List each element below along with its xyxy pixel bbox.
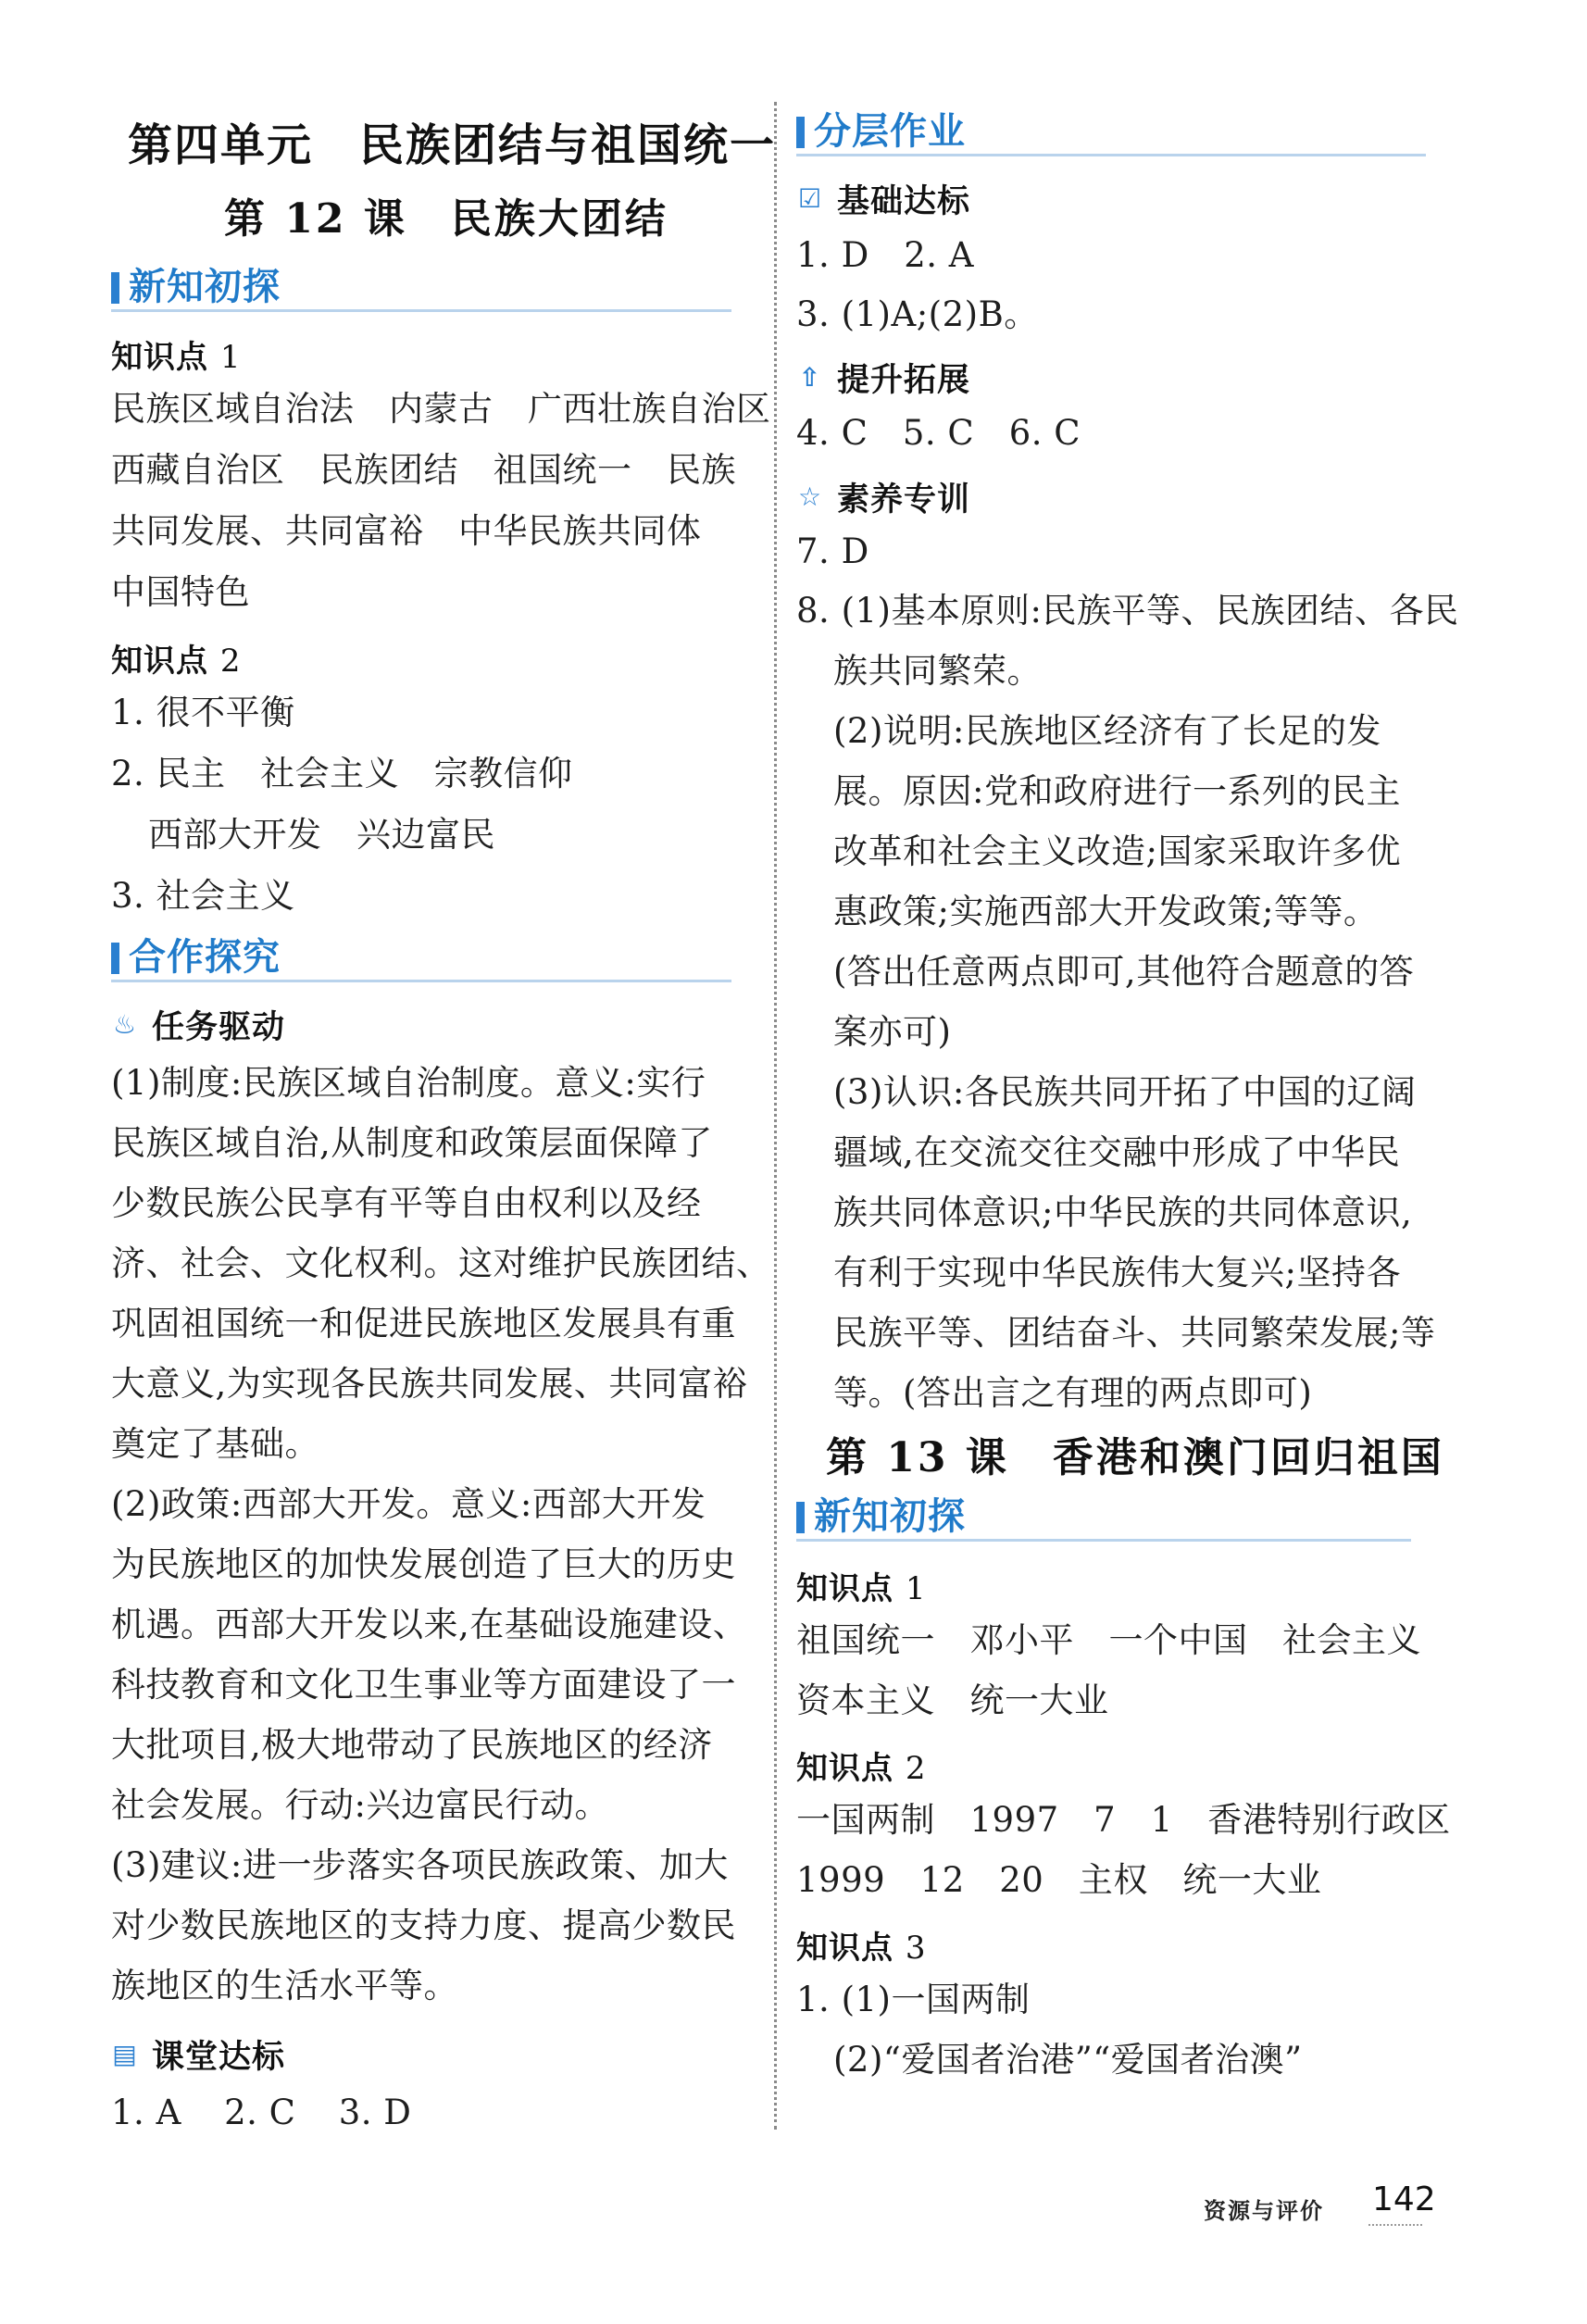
text-line: (2)“爱国者治港”“爱国者治澳” (833, 2040, 1303, 2080)
text-line: 3. (1)A;(2)B。 (796, 294, 1039, 334)
text-line: 改革和社会主义改造;国家采取许多优 (833, 831, 1401, 871)
text-line: 族共同体意识;中华民族的共同体意识, (833, 1193, 1413, 1232)
text-line: 少数民族公民享有平等自由权利以及经 (111, 1183, 702, 1223)
section-bar-icon (111, 943, 119, 974)
lesson-12-title: 第 12 课 民族大团结 (224, 195, 669, 243)
text-line: 祖国统一 邓小平 一个中国 社会主义 (796, 1620, 1421, 1660)
subheading-classroom (111, 2031, 285, 2078)
arrow-up-icon: ⇧ (798, 362, 822, 393)
text-line: 惠政策;实施西部大开发政策;等等。 (833, 892, 1379, 931)
text-line: 西部大开发 兴边富民 (148, 815, 495, 855)
section-bar-icon (796, 1502, 805, 1533)
unit-title: 第四单元 民族团结与祖国统一 (128, 119, 777, 171)
text-line: 济、社会、文化权利。这对维护民族团结、 (111, 1243, 771, 1283)
text-line: 资本主义 统一大业 (796, 1681, 1109, 1720)
answer: 3. D (338, 2093, 412, 2132)
text-line: (3)认识:各民族共同开拓了中国的辽阔 (833, 1072, 1417, 1112)
kp-label: 知识点 (796, 1750, 893, 1787)
subheading-text: 课堂达标 (152, 2039, 286, 2076)
subheading-text: 提升拓展 (837, 362, 971, 399)
subheading-text: 素养专训 (837, 481, 971, 519)
kp-number: 3 (905, 1930, 927, 1967)
subheading-literacy (796, 474, 970, 520)
section-header-fenceng (796, 106, 1426, 156)
text-line: 奠定了基础。 (111, 1424, 319, 1464)
text-line: 有利于实现中华民族伟大复兴;坚持各 (833, 1253, 1401, 1293)
clipboard-check-icon: ☑ (797, 183, 823, 214)
subheading-task-drive (111, 1002, 285, 1048)
text-line: 4. C 5. C 6. C (796, 413, 1081, 453)
text-line: 大批项目,极大地带动了民族地区的经济 (111, 1725, 713, 1765)
footer-label: 资源与评价 (1204, 2197, 1324, 2224)
text-line: 族共同繁荣。 (833, 651, 1042, 691)
kp-label: 知识点 (111, 643, 208, 680)
text-line: 1. D 2. A (796, 235, 975, 275)
lesson-13-title: 第 13 课 香港和澳门回归祖国 (826, 1434, 1444, 1481)
text-line: (2)说明:民族地区经济有了长足的发 (833, 711, 1381, 751)
text-line: (1)制度:民族区域自治制度。意义:实行 (111, 1063, 706, 1103)
knowledge-point-1 (111, 331, 241, 377)
kp-number: 1 (219, 339, 242, 376)
text-line: 1999 12 20 主权 统一大业 (796, 1860, 1322, 1900)
text-line: 7. D (796, 531, 869, 571)
answer: 2. C (224, 2093, 296, 2132)
text-line: 机遇。西部大开发以来,在基础设施建设、 (111, 1605, 748, 1644)
text-line: (3)建议:进一步落实各项民族政策、加大 (111, 1845, 729, 1885)
text-line: 民族平等、团结奋斗、共同繁荣发展;等 (833, 1313, 1436, 1353)
kp-number: 2 (905, 1750, 927, 1787)
text-line: (答出任意两点即可,其他符合题意的答 (833, 952, 1415, 992)
text-line: 社会发展。行动:兴边富民行动。 (111, 1785, 609, 1825)
kp-number: 1 (905, 1570, 927, 1607)
book-icon: ▤ (112, 2039, 138, 2069)
text-line: 1. 很不平衡 (111, 693, 295, 732)
text-line: 案亦可) (833, 1012, 952, 1052)
text-line: 族地区的生活水平等。 (111, 1966, 458, 2005)
subheading-improve (796, 355, 970, 401)
section-title: 合作探究 (129, 936, 281, 979)
text-line: 一国两制 1997 7 1 香港特别行政区 (796, 1800, 1451, 1840)
answer: 1. A (111, 2093, 181, 2132)
text-line: 共同发展、共同富裕 中华民族共同体 (111, 511, 702, 551)
text-line: 1. (1)一国两制 (796, 1980, 1031, 2019)
subheading-text: 任务驱动 (152, 1009, 286, 1046)
text-line: 展。原因:党和政府进行一系列的民主 (833, 771, 1401, 811)
subheading-text: 基础达标 (837, 183, 971, 220)
knowledge-point-2 (111, 635, 241, 681)
answer-row (111, 2093, 411, 2133)
star-icon: ☆ (797, 481, 823, 512)
text-line: 大意义,为实现各民族共同发展、共同富裕 (111, 1364, 748, 1404)
column-divider (774, 102, 777, 2130)
kp-number: 2 (219, 643, 242, 680)
page-number: 142 (1372, 2180, 1436, 2218)
text-line: 为民族地区的加快发展创造了巨大的历史 (111, 1544, 736, 1584)
flame-icon: ♨ (112, 1009, 138, 1040)
text-line: 2. 民主 社会主义 宗教信仰 (111, 754, 573, 793)
text-line: 西藏自治区 民族团结 祖国统一 民族 (111, 450, 736, 490)
text-line: 等。(答出言之有理的两点即可) (833, 1373, 1313, 1413)
kp-label: 知识点 (796, 1930, 893, 1967)
knowledge-point-2 (796, 1743, 926, 1788)
text-line: (2)政策:西部大开发。意义:西部大开发 (111, 1484, 706, 1524)
page-number-underline (1368, 2224, 1422, 2226)
section-header-hezuo (111, 931, 731, 982)
text-line: 巩固祖国统一和促进民族地区发展具有重 (111, 1304, 736, 1343)
section-title: 新知初探 (814, 1495, 966, 1538)
text-line: 8. (1)基本原则:民族平等、民族团结、各民 (796, 591, 1459, 631)
subheading-basic (796, 176, 970, 222)
section-header-xinzhi-13 (796, 1491, 1411, 1542)
text-line: 3. 社会主义 (111, 876, 295, 916)
text-line: 科技教育和文化卫生事业等方面建设了一 (111, 1665, 736, 1705)
section-header-xinzhi (111, 261, 731, 312)
section-bar-icon (111, 272, 119, 304)
section-title: 分层作业 (814, 110, 966, 153)
text-line: 对少数民族地区的支持力度、提高少数民 (111, 1905, 736, 1945)
section-title: 新知初探 (129, 266, 281, 308)
section-bar-icon (796, 117, 805, 148)
text-line: 中国特色 (111, 572, 250, 612)
kp-label: 知识点 (111, 339, 208, 376)
text-line: 民族区域自治,从制度和政策层面保障了 (111, 1123, 713, 1163)
knowledge-point-1 (796, 1563, 926, 1608)
text-line: 疆域,在交流交往交融中形成了中华民 (833, 1132, 1401, 1172)
text-line: 民族区域自治法 内蒙古 广西壮族自治区 (111, 389, 771, 429)
knowledge-point-3 (796, 1922, 926, 1968)
kp-label: 知识点 (796, 1570, 893, 1607)
